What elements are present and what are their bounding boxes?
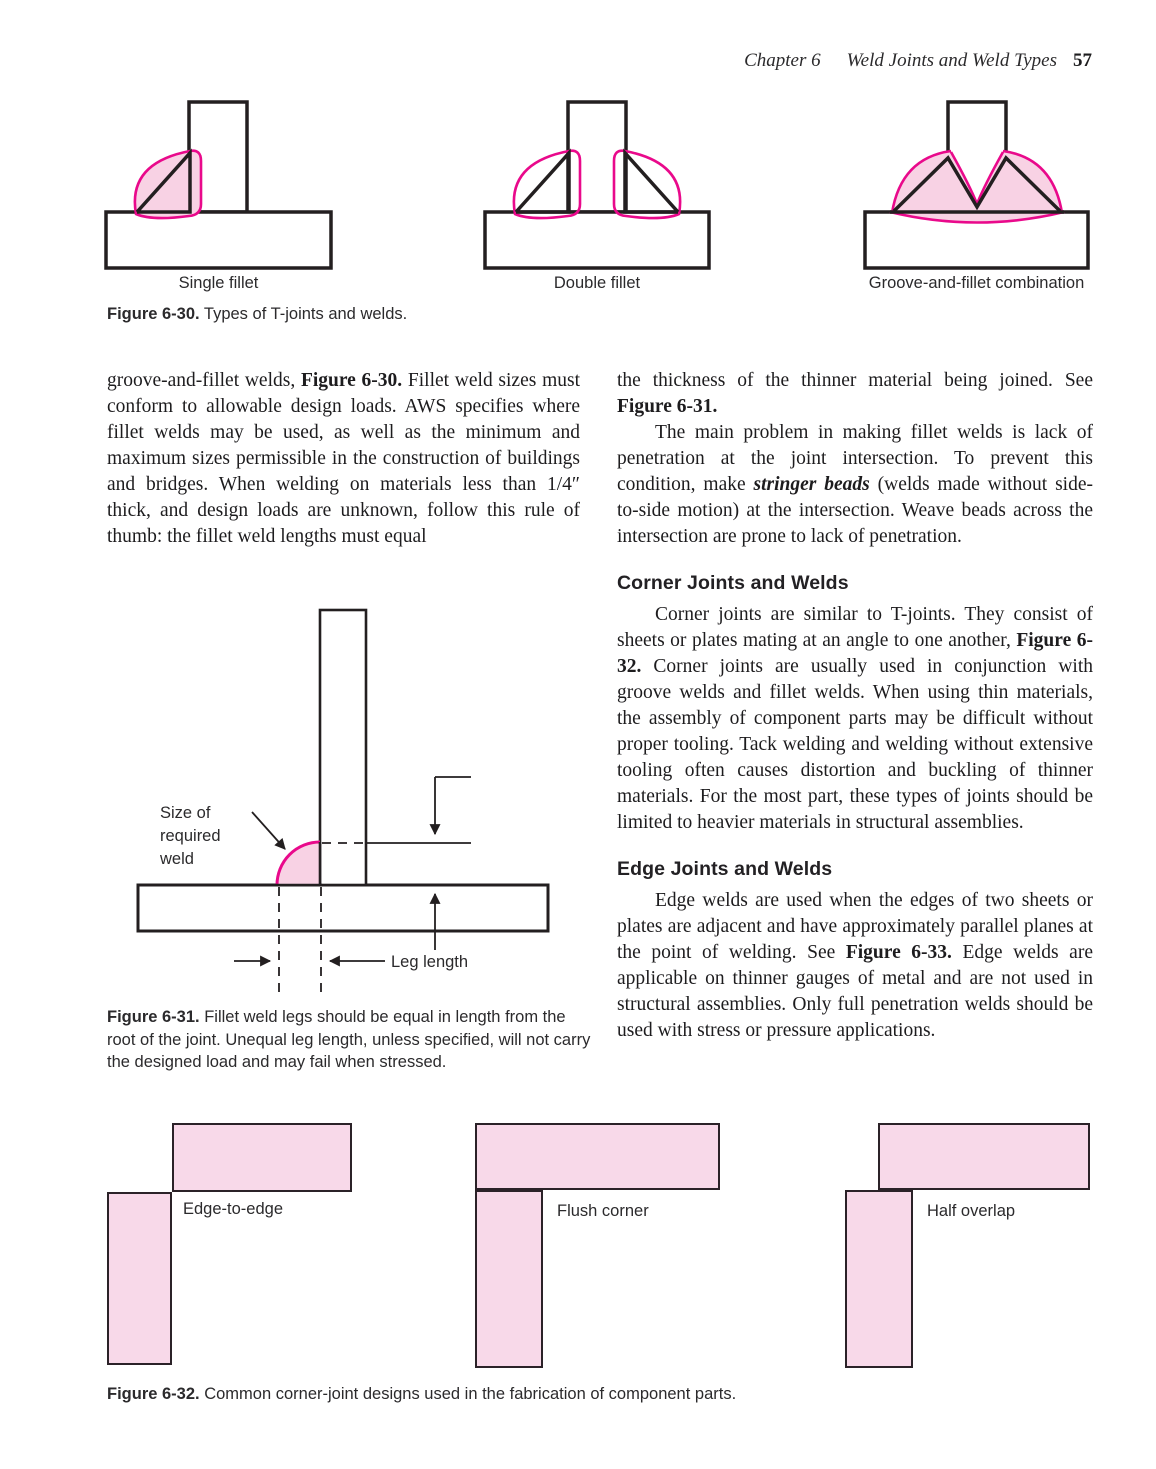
label-groove-and-fillet: Groove-and-fillet combination: [868, 274, 1085, 292]
text-run: groove-and-fillet welds,: [107, 370, 301, 391]
flush-corner-vertical-plate: [475, 1190, 543, 1368]
term-stringer-beads: stringer beads: [753, 474, 870, 495]
text-run: (welds made without side-to-side motion) at the intersection. Weave beads across the intersection are prone to lack of penetration.: [617, 474, 1093, 547]
figure-reference: Figure 6-33.: [845, 942, 952, 963]
figure-6-31-caption: [107, 1006, 591, 1074]
base-plate: [106, 212, 331, 268]
tjoint-double-fillet: [485, 102, 709, 268]
tjoint-groove-and-fillet: [865, 102, 1088, 268]
figure-6-32-caption-number: Figure 6-32.: [107, 1385, 200, 1403]
base-plate: [138, 885, 548, 931]
page-number: 57: [1073, 50, 1092, 71]
left-column: [107, 368, 580, 550]
text-run: Fillet weld sizes must conform to allowable design loads. AWS specifies where fillet welds may be used, as well as the minimum and maximum sizes permissible in the construction of buildings and bridges. When welding on materials less than 1/4″ thick, and design loads are unknown, follow this rule of thumb: the fillet weld lengths must equal: [107, 370, 580, 547]
half-overlap-horizontal-plate: [878, 1123, 1090, 1190]
figure-reference: Figure 6-31.: [617, 396, 718, 417]
figure-6-31-caption-text: Fillet weld legs should be equal in length from the root of the joint. Unequal leg length, unless specified, will not carry the designed load and may fail when stressed.: [107, 1008, 591, 1071]
text-run: Corner joints are usually used in conjunction with groove welds and fillet welds. When using thin materials, the assembly of component parts may be difficult without proper tooling. Tack welding and welding without extensive tooling often causes distortion and buckling of thinner materials. For the most part, these types of joints should be limited to heavier materials in structural assemblies.: [617, 656, 1093, 833]
figure-6-30-caption: [107, 303, 627, 326]
text-run: Corner joints are similar to T-joints. They consist of sheets or plates mating at an angle to one another,: [617, 604, 1093, 651]
size-callout-arrow: [252, 812, 285, 849]
text-run: Edge welds are used when the edges of two sheets or plates are adjacent and have approximately parallel planes at the point of welding. See: [617, 890, 1093, 963]
paragraph-fillet-welds: [107, 368, 580, 550]
figure-6-30-caption-text: Types of T-joints and welds.: [199, 305, 408, 323]
figure-6-31-caption-number: Figure 6-31.: [107, 1008, 200, 1026]
vertical-plate: [568, 102, 626, 212]
size-label-line1: Size of: [160, 804, 211, 822]
tjoint-single-fillet: [106, 102, 331, 268]
paragraph-edge-joints: [617, 888, 1093, 1044]
text-run: The main problem in making fillet welds is lack of penetration at the joint intersection. To prevent this condition, make: [617, 422, 1093, 495]
label-flush-corner: Flush corner: [557, 1202, 649, 1220]
half-overlap-vertical-plate: [845, 1190, 913, 1368]
paragraph-corner-joints: [617, 602, 1093, 836]
flush-corner-horizontal-plate: [475, 1123, 720, 1190]
base-plate: [485, 212, 709, 268]
leg-length-label: Leg length: [391, 953, 469, 971]
chapter-title: Weld Joints and Weld Types: [846, 50, 1057, 71]
figure-6-30-caption-number: Figure 6-30.: [107, 305, 200, 323]
figure-6-32-caption: [107, 1383, 887, 1406]
size-label-line2: required: [160, 827, 221, 845]
figure-reference: Figure 6-32.: [617, 630, 1093, 677]
running-header: [744, 50, 1092, 72]
heading-corner-joints: Corner Joints and Welds: [617, 572, 849, 594]
text-run: Edge welds are applicable on thinner gauges of metal and are not used in structural assemblies. Only full penetration welds should be used with stress or pressure applications.: [617, 942, 1093, 1041]
figure-6-30-diagram: [90, 95, 1100, 275]
label-half-overlap: Half overlap: [927, 1202, 1016, 1220]
figure-6-31-diagram: [125, 598, 565, 1003]
weld-fusion-lines-right: [625, 153, 678, 212]
right-column: [617, 368, 1093, 1044]
size-label-line3: weld: [160, 850, 194, 868]
edge-to-edge-horizontal-plate: [172, 1123, 352, 1192]
label-edge-to-edge: Edge-to-edge: [183, 1200, 283, 1218]
chapter-label: Chapter 6: [744, 50, 821, 71]
paragraph-thickness: [617, 368, 1093, 420]
label-single-fillet: Single fillet: [178, 274, 259, 292]
heading-edge-joints: Edge Joints and Welds: [617, 858, 833, 880]
label-double-fillet: Double fillet: [553, 274, 641, 292]
paragraph-penetration: [617, 420, 1093, 550]
edge-to-edge-vertical-plate: [107, 1192, 172, 1365]
text-run: the thickness of the thinner material being joined. See: [617, 370, 1093, 391]
figure-reference: Figure 6-30.: [300, 370, 403, 391]
weld-fusion-lines-left: [516, 153, 569, 212]
figure-6-32-caption-text: Common corner-joint designs used in the fabrication of component parts.: [199, 1385, 737, 1403]
